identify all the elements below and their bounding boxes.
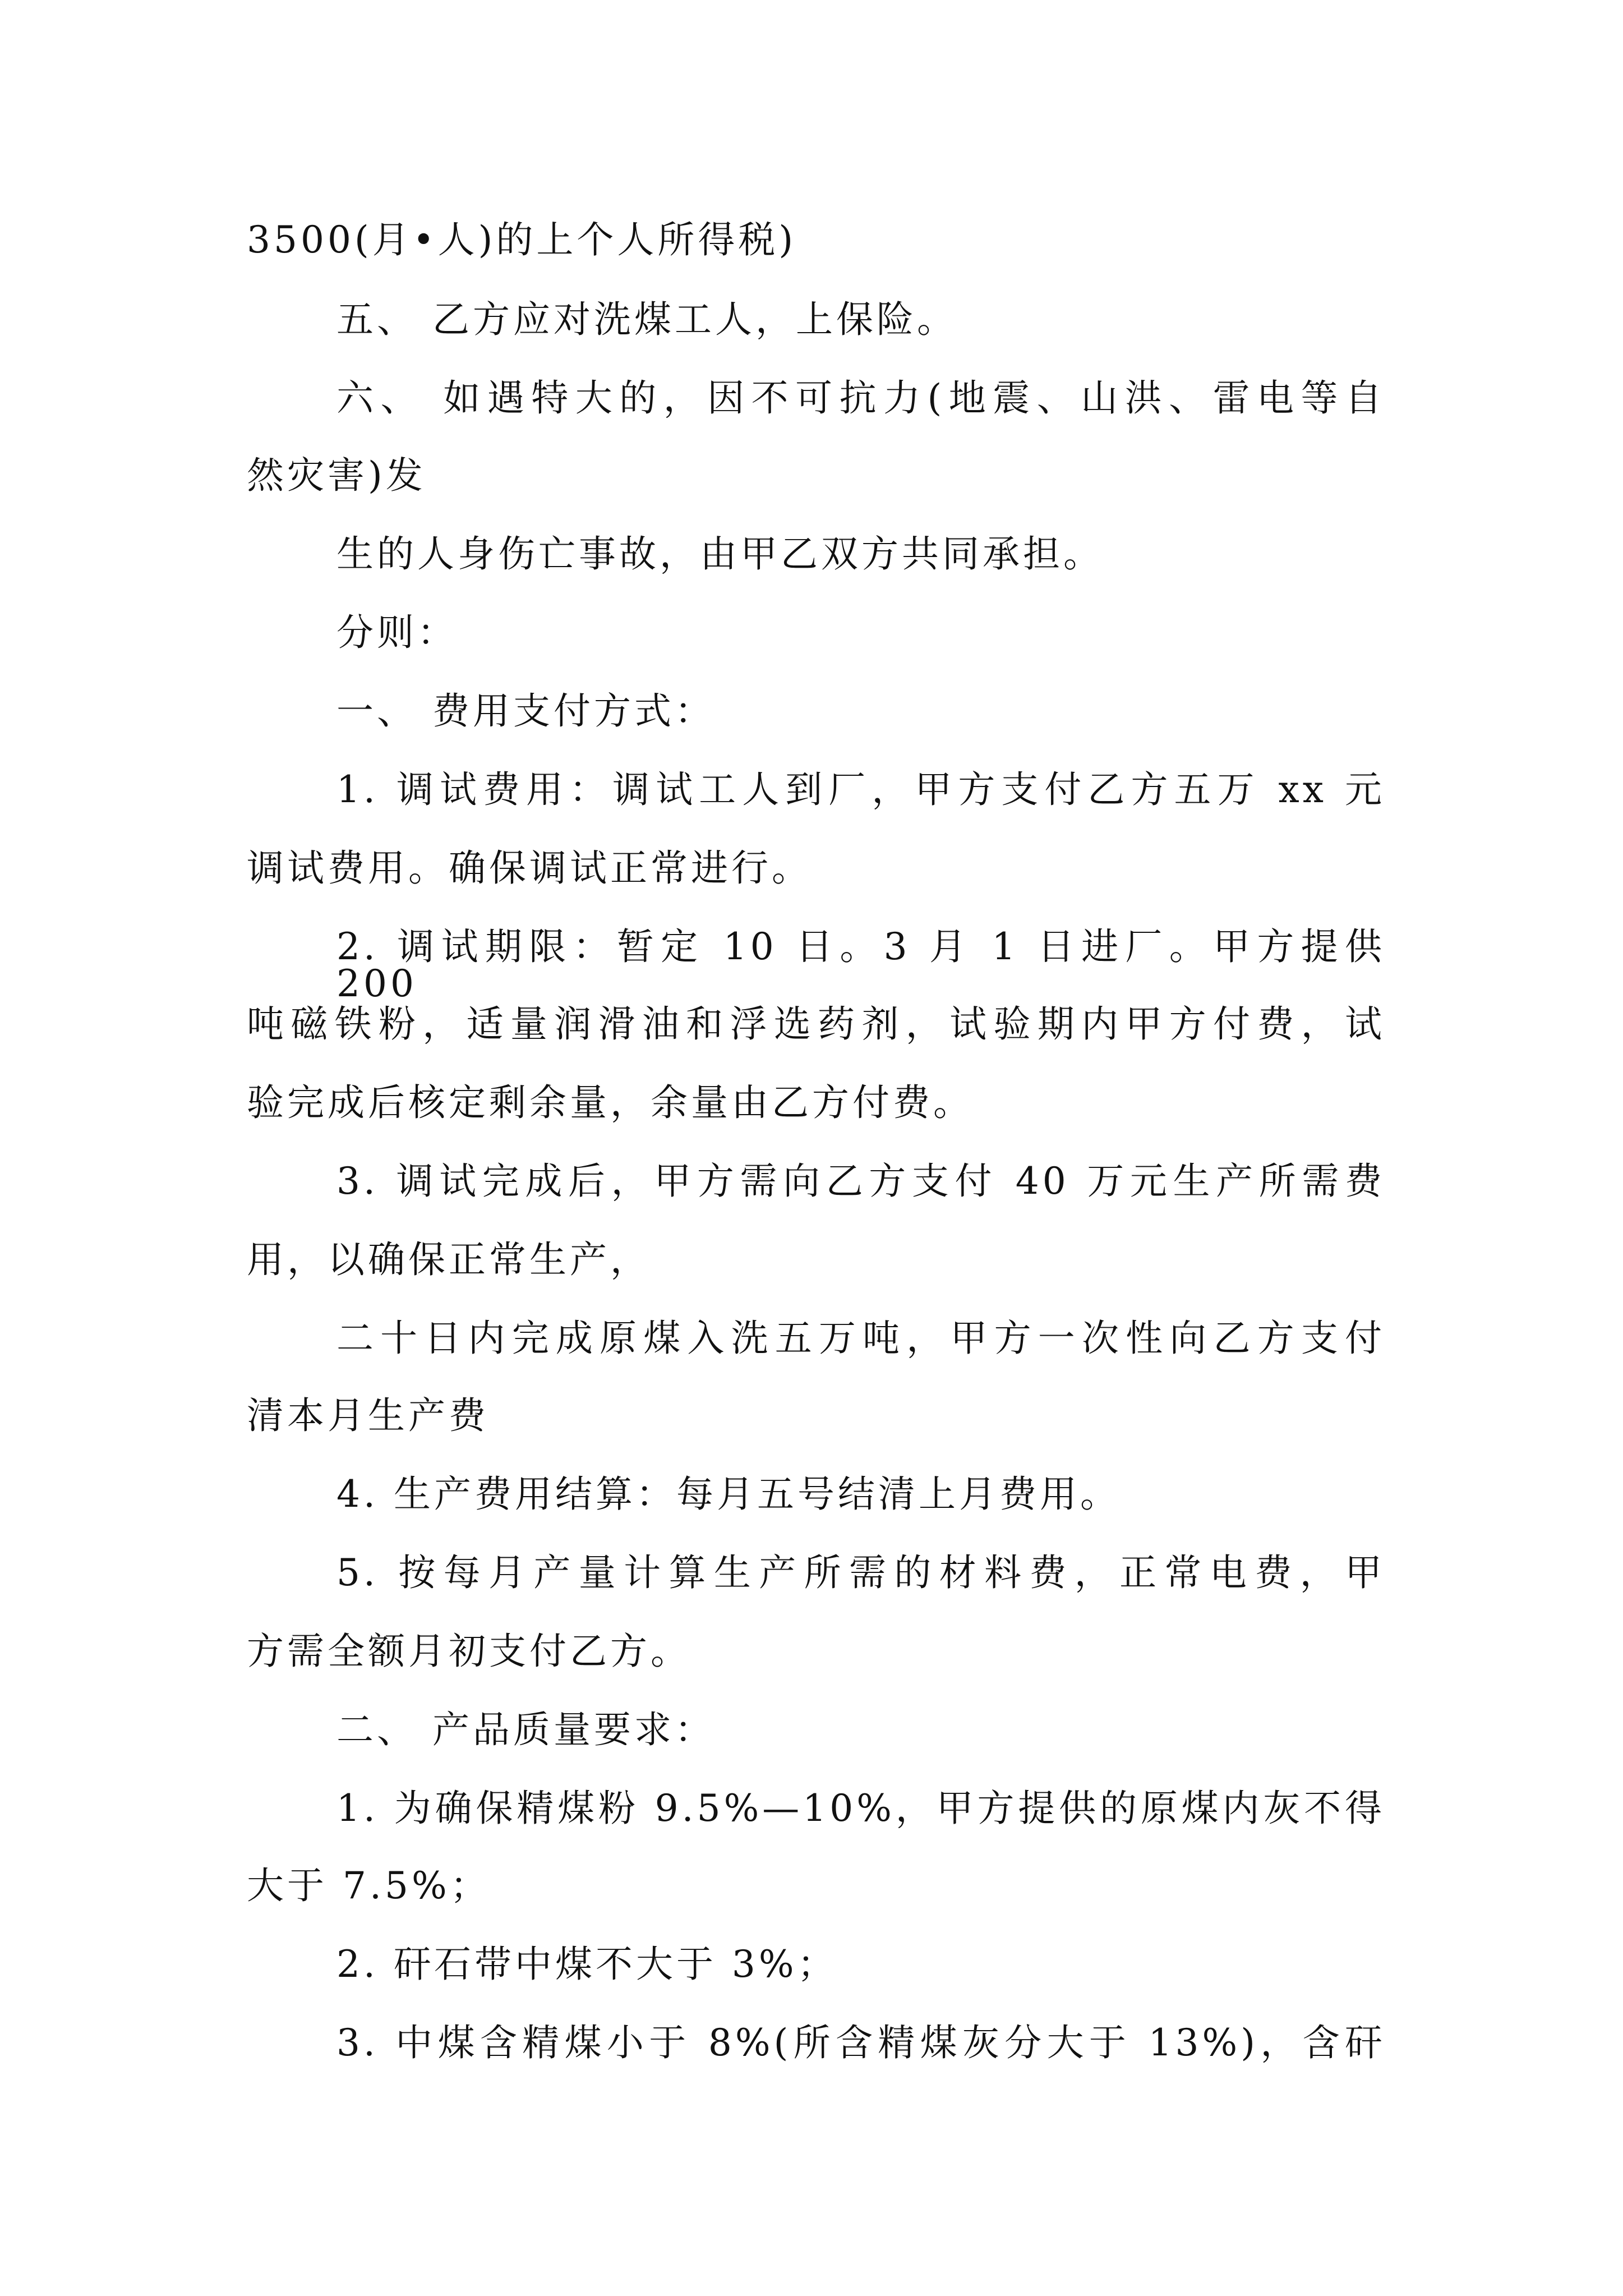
text-line: 2. 调试期限：暂定 10 日。3 月 1 日进厂。甲方提供 200 bbox=[336, 925, 1385, 1005]
text-line: 吨磁铁粉，适量润滑油和浮选药剂，试验期内甲方付费，试 bbox=[247, 1002, 1385, 1046]
text-line: 验完成后核定剩余量，余量由乙方付费。 bbox=[247, 1081, 974, 1124]
section-heading: 一、 费用支付方式： bbox=[336, 689, 715, 733]
text-line: 用，以确保正常生产， bbox=[247, 1238, 651, 1281]
text-line: 3500(月•人)的上个人所得税) bbox=[247, 218, 797, 261]
text-line: 然灾害)发 bbox=[247, 454, 426, 497]
text-line: 分则： bbox=[336, 611, 458, 654]
text-line: 二十日内完成原煤入洗五万吨，甲方一次性向乙方支付 bbox=[336, 1317, 1385, 1360]
text-line: 生的人身伤亡事故，由甲乙双方共同承担。 bbox=[336, 532, 1104, 576]
text-line: 清本月生产费 bbox=[247, 1394, 489, 1437]
text-line: 方需全额月初支付乙方。 bbox=[247, 1630, 691, 1673]
text-line: 2. 矸石带中煤不大于 3%； bbox=[336, 1943, 838, 1986]
text-line: 5. 按每月产量计算生产所需的材料费，正常电费，甲 bbox=[336, 1551, 1385, 1594]
text-line: 3. 调试完成后，甲方需向乙方支付 40 万元生产所需费 bbox=[336, 1159, 1385, 1203]
text-line: 调试费用。确保调试正常进行。 bbox=[247, 846, 812, 890]
text-line: 1. 为确保精煤粉 9.5%—10%，甲方提供的原煤内灰不得 bbox=[336, 1787, 1385, 1830]
text-line: 六、 如遇特大的，因不可抗力(地震、山洪、雷电等自 bbox=[336, 376, 1385, 420]
text-line: 大于 7.5%； bbox=[247, 1864, 491, 1907]
text-line: 1. 调试费用：调试工人到厂，甲方支付乙方五万 xx 元 bbox=[336, 768, 1385, 811]
text-line: 4. 生产费用结算：每月五号结清上月费用。 bbox=[336, 1473, 1121, 1516]
text-line: 3. 中煤含精煤小于 8%(所含精煤灰分大于 13%)，含矸 bbox=[336, 2021, 1385, 2064]
text-line: 五、 乙方应对洗煤工人，上保险。 bbox=[336, 298, 957, 341]
section-heading: 二、 产品质量要求： bbox=[336, 1708, 715, 1751]
